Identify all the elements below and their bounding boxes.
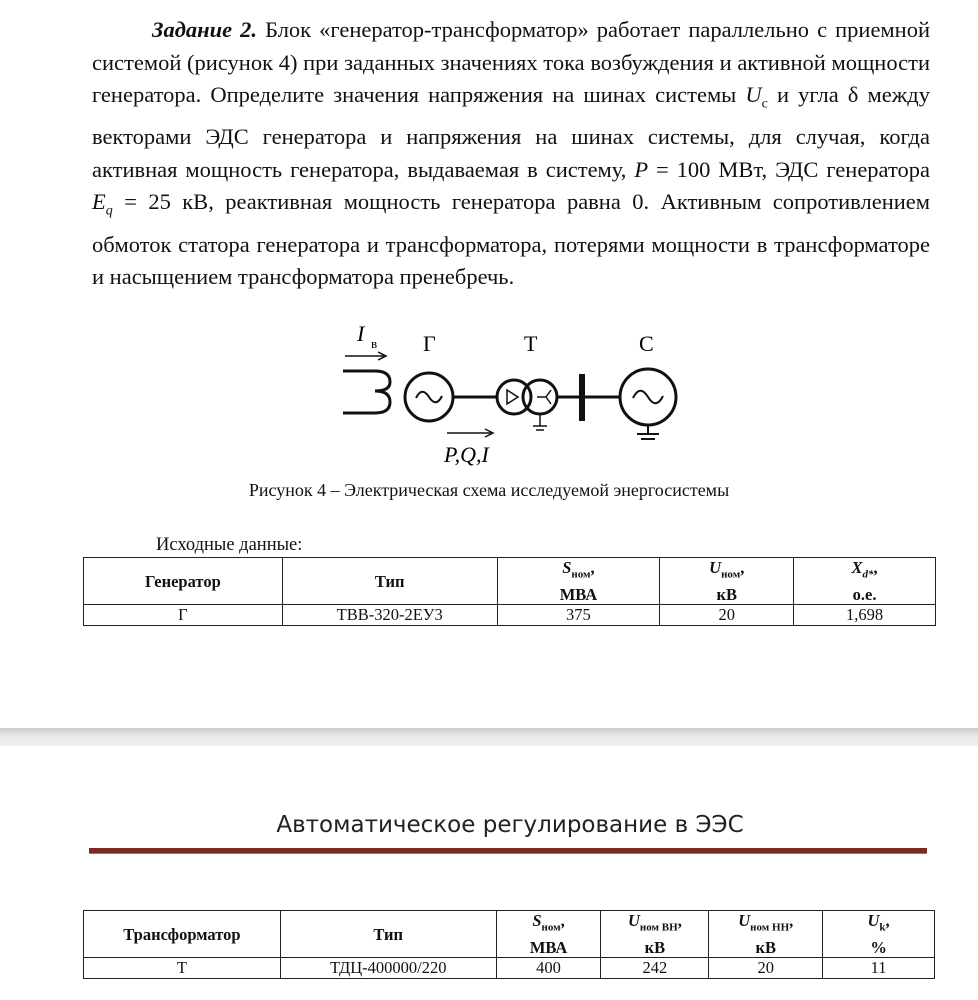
table-cell: 242: [601, 958, 709, 979]
eq-symbol: E: [92, 189, 106, 215]
header-cell: Тип: [282, 558, 497, 605]
generator-sine-icon: [416, 392, 442, 403]
table-row: [84, 605, 936, 626]
figure-caption: Рисунок 4 – Электрическая схема исследуемой энергосистемы: [248, 480, 730, 500]
p-symbol: P: [634, 156, 649, 182]
header-cell: Генератор: [84, 558, 283, 605]
p-value: = 100 МВт, ЭДС генератора: [648, 156, 930, 182]
power-flow-label: P,Q,I: [444, 442, 489, 467]
excitation-current-subscript: в: [371, 336, 378, 351]
header-cell: $S_{ном}$, МВА: [497, 558, 660, 605]
transformer-label: Т: [524, 331, 538, 356]
uc-symbol: U: [745, 82, 762, 108]
header-cell: $X_{d*}$, о.е.: [794, 558, 936, 605]
header-cell: $S_{ном}$, МВА: [496, 911, 601, 958]
bus-bar: [579, 374, 585, 421]
table-cell: Г: [84, 605, 283, 626]
table-cell: Т: [84, 958, 281, 979]
table-cell: 400: [496, 958, 601, 979]
header-cell: Трансформатор: [84, 911, 281, 958]
task-label: Задание 2.: [152, 17, 258, 42]
table-header-row: [84, 911, 935, 958]
header-cell: $U_{ном ВН}$, кВ: [601, 911, 709, 958]
wye-symbol: [537, 390, 551, 404]
page-separator: [0, 728, 978, 746]
source-data-label: Исходные данные:: [156, 535, 303, 555]
task-text: [92, 14, 930, 294]
header-rule: [89, 848, 927, 854]
system-label: С: [639, 331, 654, 356]
table-cell: 20: [709, 958, 823, 979]
transformer-table: [83, 910, 935, 979]
table-cell: 20: [660, 605, 794, 626]
table-row: [84, 958, 935, 979]
table-cell: ТДЦ-400000/220: [280, 958, 496, 979]
table-cell: 375: [497, 605, 660, 626]
eq-value: = 25 кВ, реактивная мощность генератора равна 0. Активным сопротивлением обмоток статора генератора и трансформатора, потерями мощности в трансформаторе и насыщением трансформатора пренебречь.: [92, 189, 930, 290]
generator-label: Г: [423, 331, 436, 356]
table-cell: ТВВ-320-2ЕУ3: [282, 605, 497, 626]
header-cell: $U_{ном}$, кВ: [660, 558, 794, 605]
delta-symbol: [507, 390, 518, 404]
header-cell: $U_k$, %: [823, 911, 935, 958]
eq-subscript: q: [105, 203, 113, 219]
circuit-diagram: [0, 318, 978, 478]
table-cell: 11: [823, 958, 935, 979]
page-header-title: Автоматическое регулирование в ЭЭС: [276, 812, 744, 838]
header-cell: $U_{ном НН}$, кВ: [709, 911, 823, 958]
generator-table: [83, 557, 936, 626]
excitation-current-label: I: [357, 321, 365, 346]
header-cell: Тип: [280, 911, 496, 958]
system-sine-icon: [633, 391, 663, 404]
task-text-part: и угла δ между векторами ЭДС генератора и напряжения на шинах системы, для случая, когда активная мощность генератора, выдаваемая в систему,: [92, 82, 930, 182]
table-header-row: [84, 558, 936, 605]
uc-subscript: c: [761, 96, 768, 112]
excitation-winding: [343, 371, 390, 413]
task-text-part: Блок «генератор-трансформатор» работает параллельно с приемной системой (рисунок 4) при заданных значениях тока возбуждения и активной мощности генератора. Определите значения напряжения на шинах системы: [92, 17, 930, 108]
table-cell: 1,698: [794, 605, 936, 626]
